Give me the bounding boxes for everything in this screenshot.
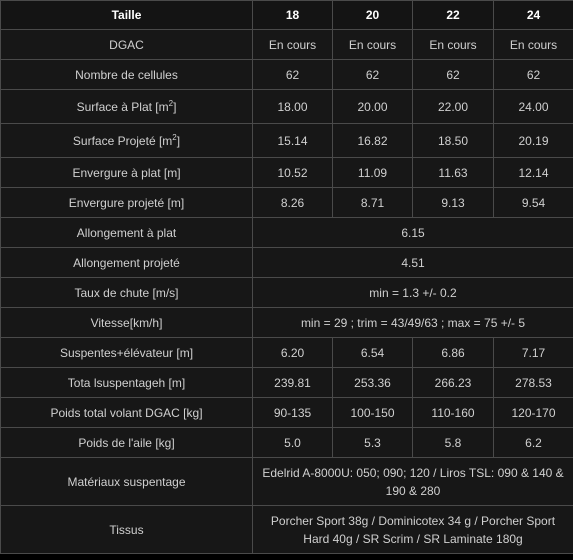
cell-value: 8.26 xyxy=(253,188,333,218)
cell-value: 239.81 xyxy=(253,368,333,398)
cell-value: 20.00 xyxy=(333,90,413,124)
value-line: Hard 40g / SR Scrim / SR Laminate 180g xyxy=(303,531,523,546)
row-label: DGAC xyxy=(1,30,253,60)
cell-value: 62 xyxy=(333,60,413,90)
cell-value: 11.63 xyxy=(413,158,494,188)
cell-value: 6.20 xyxy=(253,338,333,368)
row-lines-risers xyxy=(1,338,573,368)
row-weight-range xyxy=(1,398,573,428)
cell-value: 5.0 xyxy=(253,428,333,458)
cell-value: 6.2 xyxy=(494,428,573,458)
row-label xyxy=(1,90,253,124)
cell-value: 18.00 xyxy=(253,90,333,124)
row-cells xyxy=(1,60,573,90)
size-20: 20 xyxy=(333,1,413,30)
cell-value: En cours xyxy=(253,30,333,60)
cell-value: 16.82 xyxy=(333,124,413,158)
value-line: Porcher Sport 38g / Dominicotex 34 g / Porcher Sport xyxy=(270,513,556,528)
cell-value: 5.3 xyxy=(333,428,413,458)
cell-value: 15.14 xyxy=(253,124,333,158)
size-18: 18 xyxy=(253,1,333,30)
row-proj-area xyxy=(1,124,573,158)
value-line: 190 & 280 xyxy=(385,483,441,498)
cell-value: 278.53 xyxy=(494,368,573,398)
merged-value: 4.51 xyxy=(253,248,573,278)
label-text: Surface Projeté [m xyxy=(72,133,173,148)
merged-value: min = 1.3 +/- 0.2 xyxy=(253,278,573,308)
row-proj-span xyxy=(1,188,573,218)
cell-value: 6.86 xyxy=(413,338,494,368)
cell-value: 6.54 xyxy=(333,338,413,368)
row-label: Tissus xyxy=(1,506,253,554)
cell-value: 62 xyxy=(413,60,494,90)
row-label: Nombre de cellules xyxy=(1,60,253,90)
size-24: 24 xyxy=(494,1,573,30)
cell-value: 7.17 xyxy=(494,338,573,368)
value-line: Edelrid A-8000U: 050; 090; 120 / Liros TSL: 090 & 140 & xyxy=(262,465,564,480)
row-label: Suspentes+élévateur [m] xyxy=(1,338,253,368)
label-suffix: ] xyxy=(173,99,177,114)
row-label: Taux de chute [m/s] xyxy=(1,278,253,308)
row-wing-weight xyxy=(1,428,573,458)
superscript: 2 xyxy=(172,132,177,142)
row-label: Poids de l'aile [kg] xyxy=(1,428,253,458)
cell-value: 62 xyxy=(494,60,573,90)
cell-value: 20.19 xyxy=(494,124,573,158)
header-row xyxy=(1,1,573,30)
row-label: Matériaux suspentage xyxy=(1,458,253,506)
merged-value: 6.15 xyxy=(253,218,573,248)
row-fabrics xyxy=(1,506,573,554)
size-22: 22 xyxy=(413,1,494,30)
cell-value: 62 xyxy=(253,60,333,90)
cell-value: 253.36 xyxy=(333,368,413,398)
row-label: Envergure projeté [m] xyxy=(1,188,253,218)
cell-value: 110-160 xyxy=(413,398,494,428)
header-label: Taille xyxy=(1,1,253,30)
cell-value: 18.50 xyxy=(413,124,494,158)
row-flat-area xyxy=(1,90,573,124)
cell-value: 10.52 xyxy=(253,158,333,188)
cell-value: 120-170 xyxy=(494,398,573,428)
cell-value: 8.71 xyxy=(333,188,413,218)
cell-value: 12.14 xyxy=(494,158,573,188)
cell-value: 22.00 xyxy=(413,90,494,124)
cell-value: 9.54 xyxy=(494,188,573,218)
label-text: Surface à Plat [m xyxy=(76,99,169,114)
merged-value xyxy=(253,506,573,554)
row-label: Poids total volant DGAC [kg] xyxy=(1,398,253,428)
row-label: Tota lsuspentageh [m] xyxy=(1,368,253,398)
cell-value: En cours xyxy=(333,30,413,60)
row-flat-span xyxy=(1,158,573,188)
cell-value: 266.23 xyxy=(413,368,494,398)
cell-value: 9.13 xyxy=(413,188,494,218)
cell-value: 90-135 xyxy=(253,398,333,428)
row-sink-rate xyxy=(1,278,573,308)
merged-value: min = 29 ; trim = 43/49/63 ; max = 75 +/- 5 xyxy=(253,308,573,338)
cell-value: 5.8 xyxy=(413,428,494,458)
row-line-materials xyxy=(1,458,573,506)
cell-value: 11.09 xyxy=(333,158,413,188)
row-total-lines xyxy=(1,368,573,398)
label-suffix: ] xyxy=(176,133,181,148)
row-label: Allongement à plat xyxy=(1,218,253,248)
cell-value: 24.00 xyxy=(494,90,573,124)
row-speed xyxy=(1,308,573,338)
row-dgac xyxy=(1,30,573,60)
row-label: Envergure à plat [m] xyxy=(1,158,253,188)
row-flat-aspect xyxy=(1,218,573,248)
cell-value: En cours xyxy=(413,30,494,60)
cell-value: En cours xyxy=(494,30,573,60)
row-label xyxy=(1,124,253,158)
row-proj-aspect xyxy=(1,248,573,278)
merged-value xyxy=(253,458,573,506)
row-label: Allongement projeté xyxy=(1,248,253,278)
superscript: 2 xyxy=(168,98,174,108)
cell-value: 100-150 xyxy=(333,398,413,428)
row-label: Vitesse[km/h] xyxy=(1,308,253,338)
